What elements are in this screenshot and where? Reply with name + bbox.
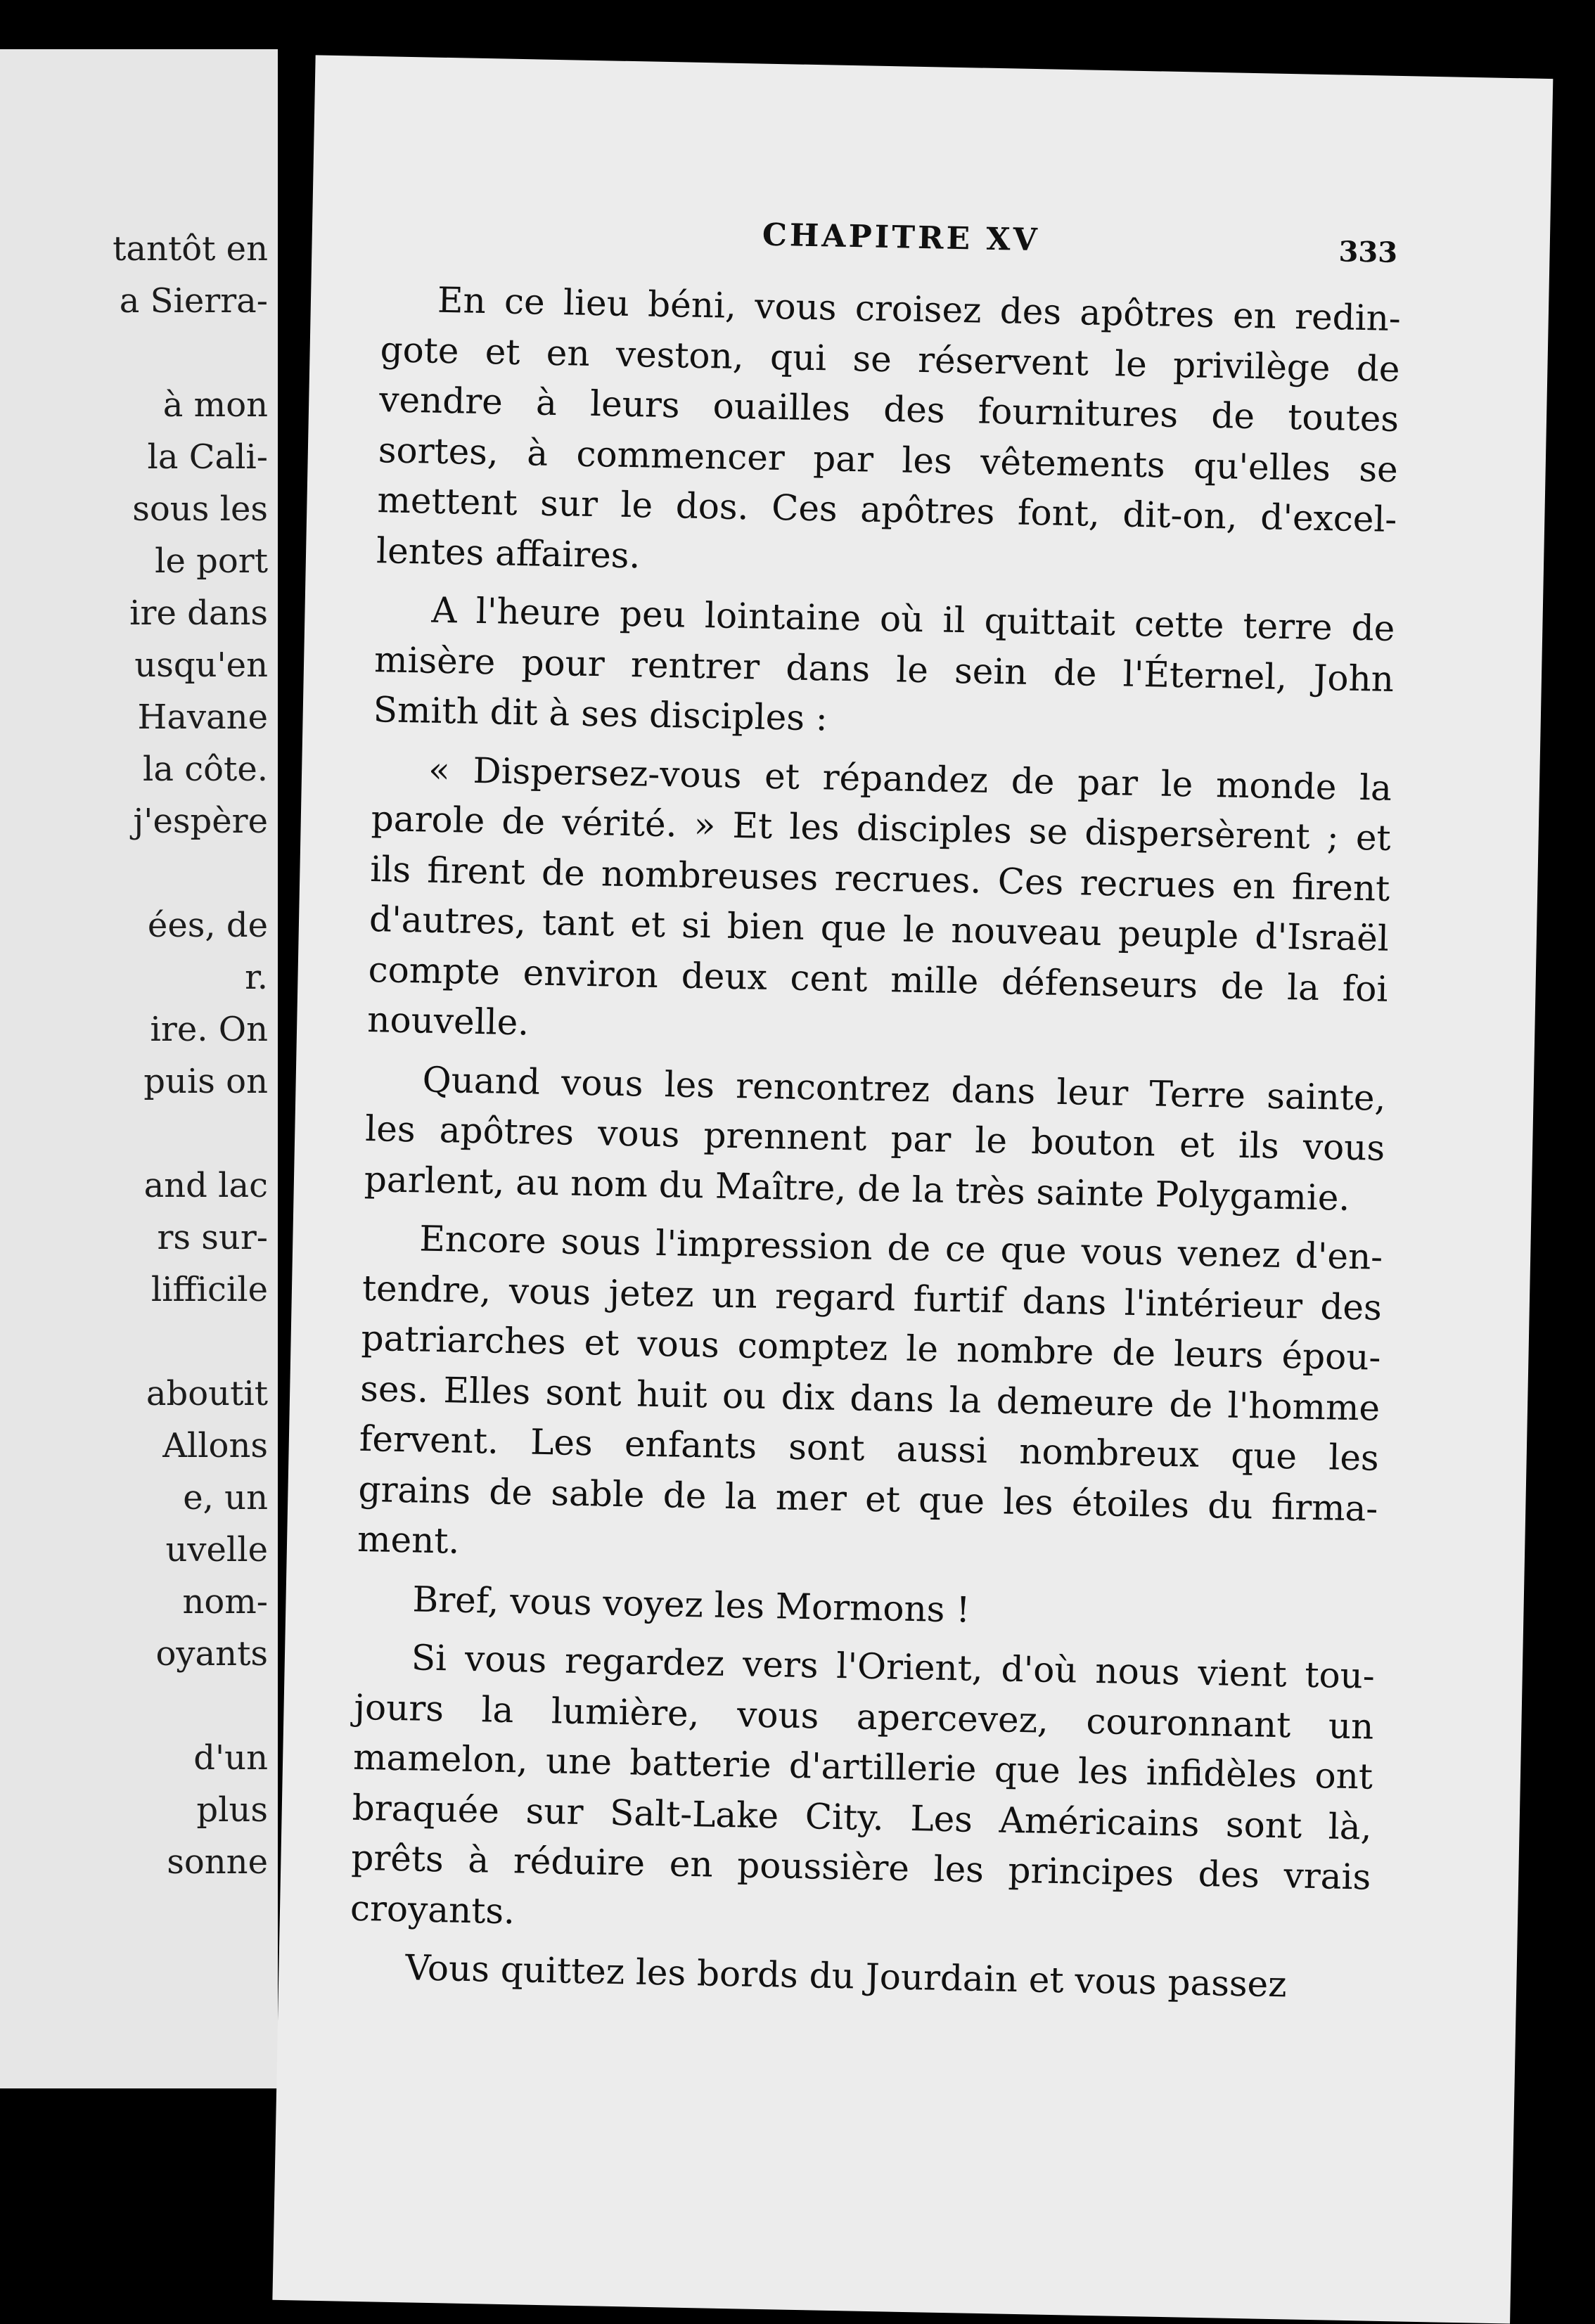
left-page-line: uvelle: [165, 1530, 268, 1569]
text-line: d'autres, tant et si bien que le nouveau peuple d'Israël: [369, 899, 1390, 959]
left-page-line: and lac: [143, 1166, 268, 1205]
paragraph: [364, 1054, 1386, 1224]
text-line: lentes affaires.: [376, 529, 641, 576]
text-line: Quand vous les rencontrez dans leur Terre sainte,: [422, 1059, 1387, 1119]
left-page-line: j'espère: [133, 802, 268, 841]
left-page-line: nom-: [182, 1582, 268, 1622]
left-page-line: à mon: [162, 385, 268, 425]
text-line: Smith dit à ses disciples :: [373, 689, 828, 739]
running-head: CHAPITRE XV: [762, 217, 1041, 259]
text-line: Vous quittez les bords du Jourdain et vous passez: [404, 1947, 1288, 2005]
left-page-line: sous les: [132, 489, 268, 529]
text-line: ses. Elles sont huit ou dix dans la demeure de l'homme: [359, 1368, 1381, 1429]
left-page-line: aboutit: [146, 1374, 268, 1413]
text-line: sortes, à commencer par les vêtements qu'elles se: [378, 429, 1399, 490]
body-text: [349, 274, 1402, 2020]
text-line: fervent. Les enfants sont aussi nombreux que les: [359, 1418, 1380, 1479]
text-line: parlent, au nom du Maître, de la très sainte Polygamie.: [364, 1158, 1350, 1219]
text-line: nouvelle.: [366, 999, 530, 1044]
text-line: vendre à leurs ouailles des fournitures de toutes: [378, 379, 1399, 440]
text-line: gote et en veston, qui se réservent le privilège de: [380, 328, 1400, 390]
left-page-line: sonne: [167, 1842, 268, 1882]
left-page-line: d'un: [193, 1738, 268, 1778]
text-line: jours la lumière, vous apercevez, couronnant un: [354, 1686, 1374, 1747]
paragraph: [376, 274, 1401, 596]
left-page-line: ire. On: [150, 1010, 268, 1049]
left-page-line: r.: [245, 958, 268, 997]
right-page: [272, 55, 1553, 2323]
text-line: En ce lieu béni, vous croisez des apôtres en redin-: [437, 279, 1402, 340]
text-line: mamelon, une batterie d'artillerie que les infidèles ont: [352, 1736, 1373, 1797]
page-header: [312, 208, 1550, 281]
left-page-line: usqu'en: [134, 646, 268, 685]
text-line: parole de vérité. » Et les disciples se dispersèrent ; et: [371, 798, 1392, 859]
text-line: tendre, vous jetez un regard furtif dans l'intérieur des: [361, 1267, 1383, 1328]
text-line: A l'heure peu lointaine où il quittait cette terre de: [431, 589, 1395, 649]
text-line: Si vous regardez vers l'Orient, d'où nous vient tou-: [411, 1637, 1376, 1697]
text-line: patriarches et vous comptez le nombre de leurs épou-: [361, 1317, 1381, 1378]
left-page-line: Havane: [137, 698, 268, 737]
paragraph: [350, 1632, 1375, 1953]
left-page-line: oyants: [155, 1634, 268, 1674]
paragraph: [373, 584, 1395, 755]
page-number: 333: [1338, 235, 1398, 269]
left-page-line: le port: [155, 541, 268, 581]
left-page-line: ire dans: [129, 593, 268, 633]
left-page-line: a Sierra-: [119, 281, 268, 321]
text-line: ment.: [357, 1518, 460, 1562]
left-page: [0, 49, 278, 2088]
paragraph: [367, 744, 1392, 1065]
left-page-line: puis on: [143, 1062, 268, 1101]
left-page-line: la Cali-: [147, 437, 268, 477]
text-line: ils firent de nombreuses recrues. Ces recrues en firent: [369, 848, 1390, 909]
left-page-line: rs sur-: [157, 1218, 268, 1257]
text-line: Bref, vous voyez les Mormons !: [412, 1578, 971, 1631]
text-line: braquée sur Salt-Lake City. Les Américains sont là,: [352, 1787, 1373, 1848]
text-line: les apôtres vous prennent par le bouton et ils vous: [364, 1108, 1385, 1169]
text-line: croyants.: [350, 1887, 515, 1932]
left-page-line: lifficile: [150, 1270, 268, 1309]
left-page-line: Allons: [162, 1426, 268, 1465]
text-line: Encore sous l'impression de ce que vous venez d'en-: [418, 1218, 1383, 1278]
left-page-line: la côte.: [143, 750, 268, 789]
text-line: prêts à réduire en poussière les principes des vrais: [350, 1837, 1371, 1898]
text-line: « Dispersez-vous et répandez de par le monde la: [428, 749, 1392, 809]
text-line: grains de sable de la mer et que les étoiles du firma-: [357, 1468, 1378, 1529]
text-line: compte environ deux cent mille défenseurs de la foi: [368, 949, 1389, 1010]
left-page-line: plus: [196, 1790, 268, 1830]
paragraph: [357, 1213, 1383, 1584]
left-page-line: tantôt en: [113, 229, 268, 269]
text-line: mettent sur le dos. Ces apôtres font, dit-on, d'excel-: [376, 480, 1397, 540]
left-page-line: e, un: [183, 1478, 268, 1517]
left-page-line: ées, de: [147, 906, 268, 945]
text-line: misère pour rentrer dans le sein de l'Éternel, John: [373, 638, 1395, 700]
